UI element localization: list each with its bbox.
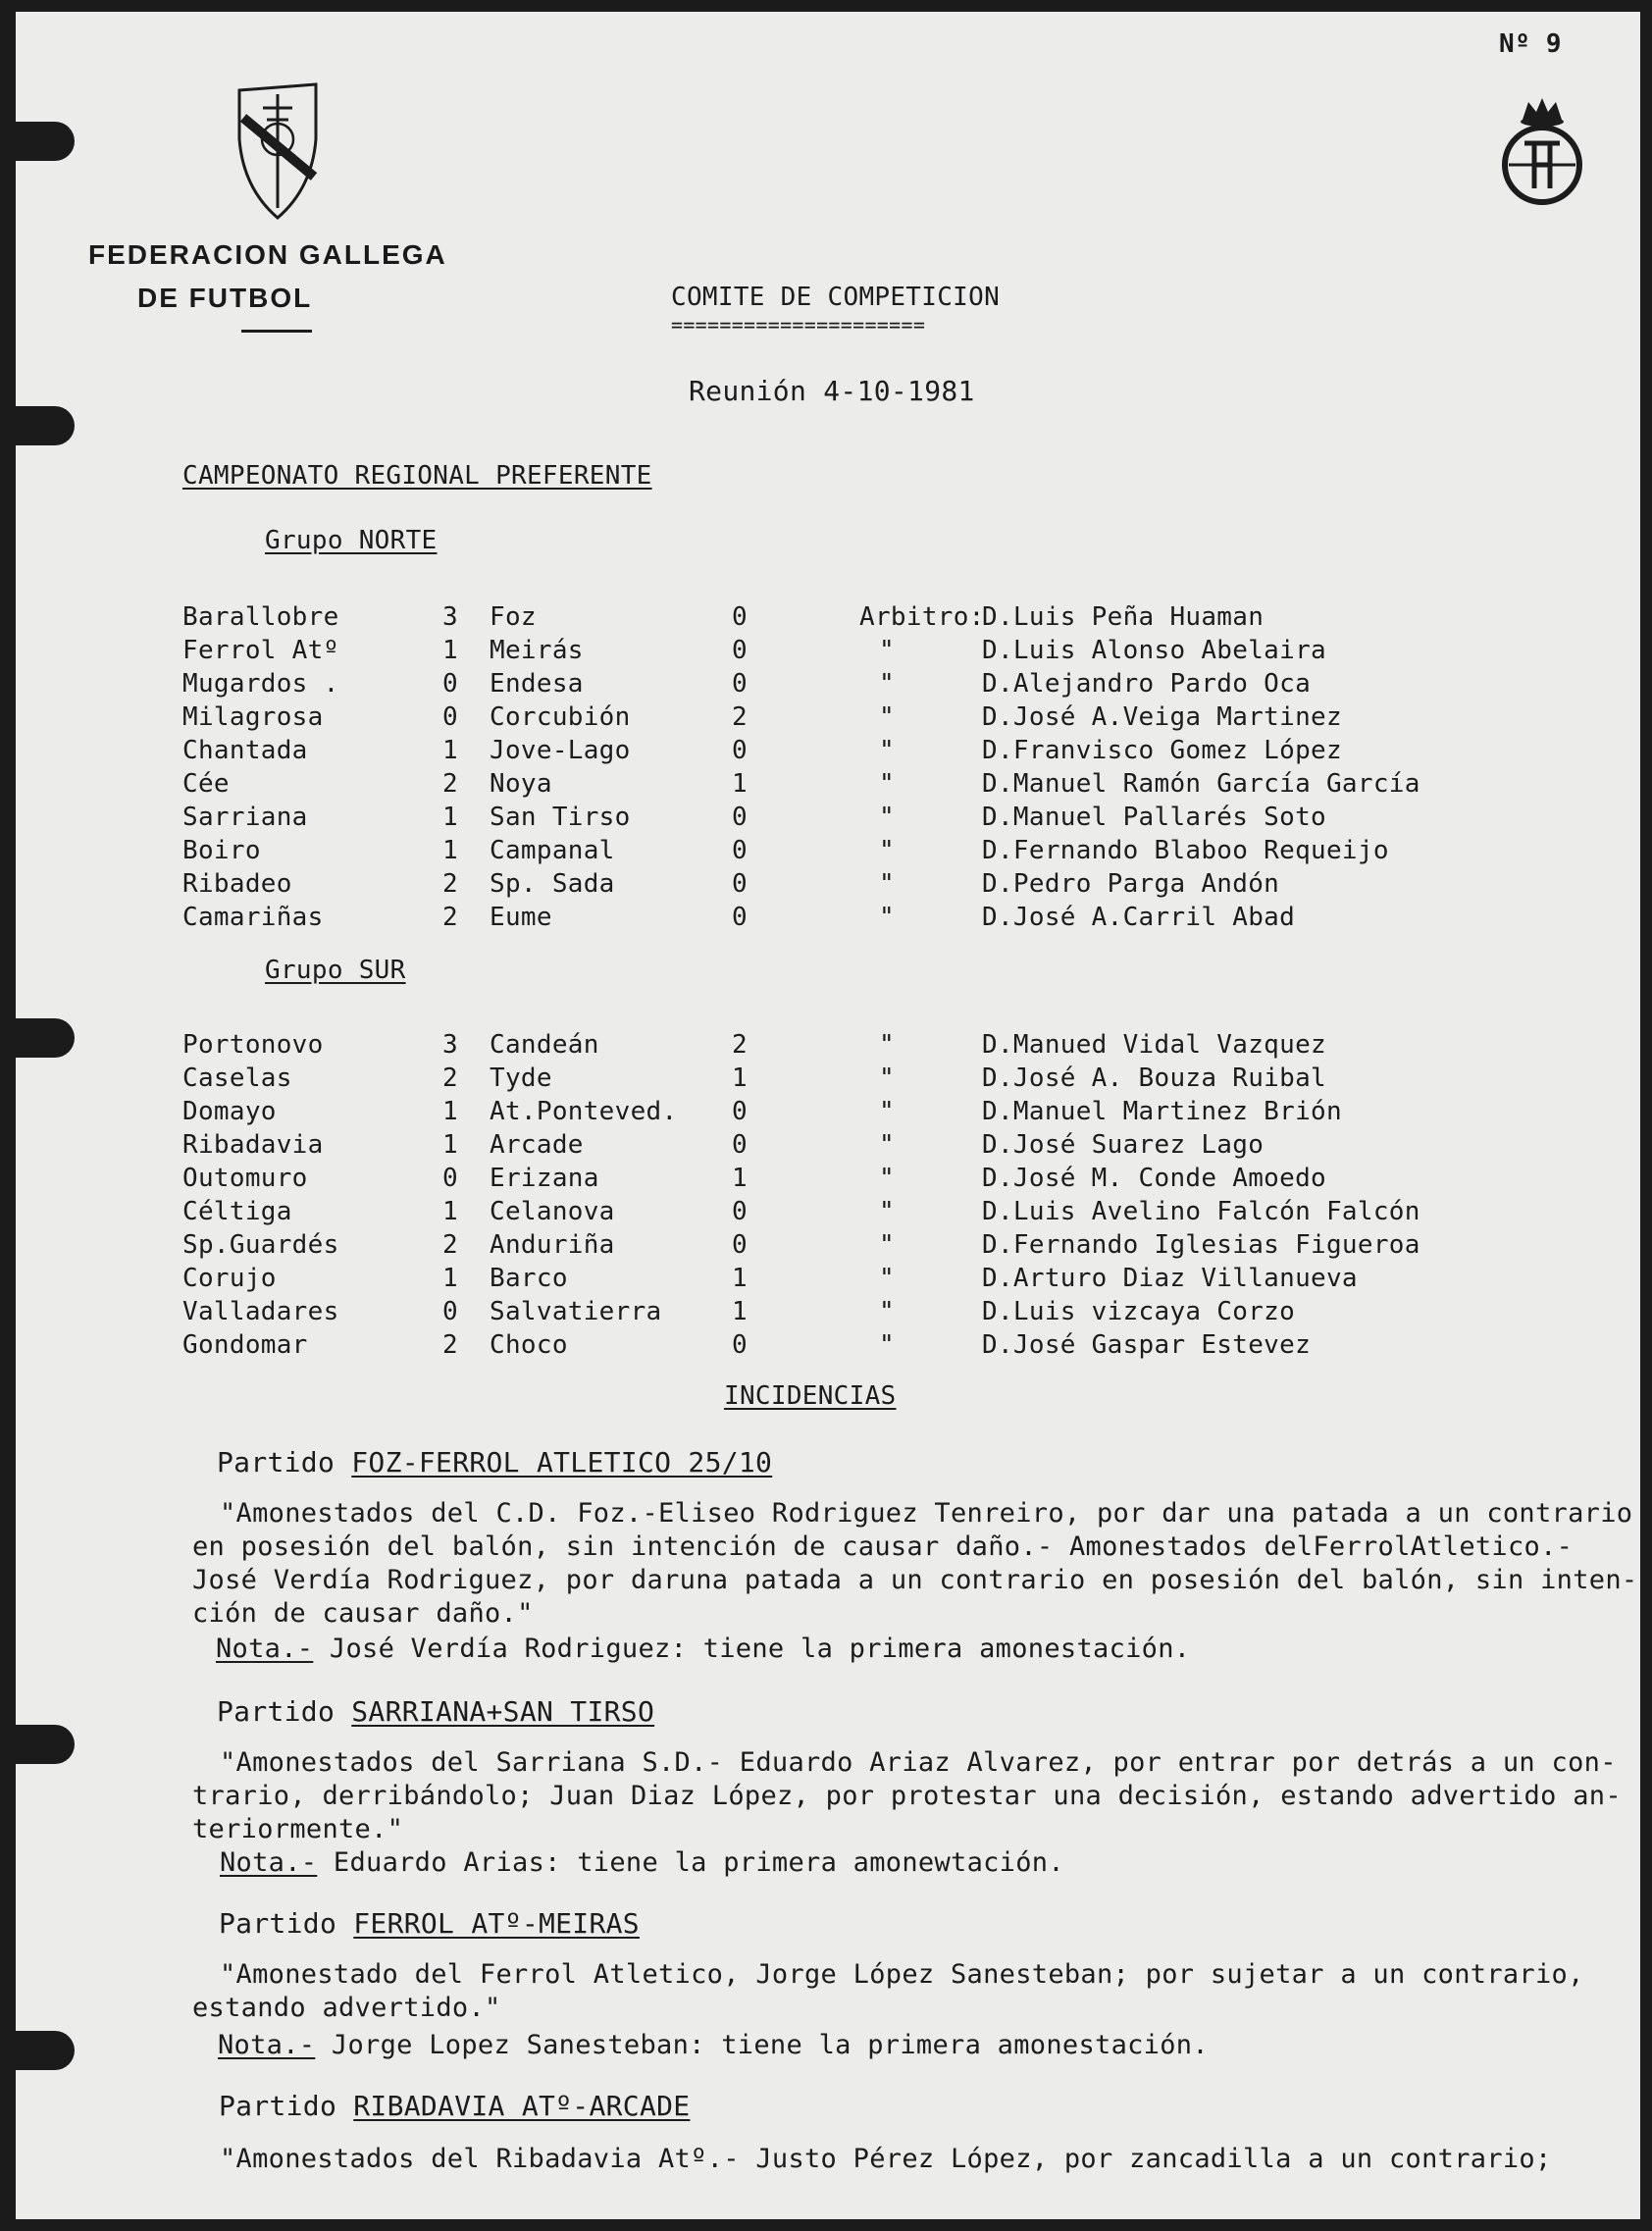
away-team: Meirás	[490, 636, 584, 665]
championship-title: CAMPEONATO REGIONAL PREFERENTE	[182, 461, 652, 491]
federation-name-line2: DE FUTBOL	[137, 283, 313, 313]
away-team: Salvatierra	[490, 1297, 662, 1326]
match-row	[182, 901, 1458, 934]
away-score: 1	[732, 1264, 748, 1293]
away-team: Barco	[490, 1264, 568, 1293]
home-team: Céltiga	[182, 1197, 292, 1226]
referee-label: "	[879, 803, 895, 832]
away-score: 1	[732, 769, 748, 799]
away-score: 0	[732, 1330, 748, 1360]
home-score: 0	[442, 669, 458, 699]
incident-1-line-2: en posesión del balón, sin intención de causar daño.- Amonestados delFerrolAtletico.-	[192, 1531, 1574, 1562]
away-score: 0	[732, 636, 748, 665]
referee-label: "	[879, 1297, 895, 1326]
away-team: Erizana	[490, 1164, 599, 1193]
incident-match-name: RIBADAVIA ATº-ARCADE	[353, 2090, 691, 2122]
match-row	[182, 734, 1458, 767]
match-row	[182, 1262, 1458, 1295]
home-team: Milagrosa	[182, 702, 324, 732]
page-number: Nº 9	[1499, 29, 1562, 59]
away-team: Foz	[490, 602, 537, 632]
home-team: Boiro	[182, 836, 261, 865]
referee-label: "	[879, 1197, 895, 1226]
away-team: Corcubión	[490, 702, 631, 732]
home-team: Chantada	[182, 736, 308, 765]
incident-3-heading	[219, 1907, 640, 1941]
incident-4-heading	[219, 2090, 690, 2123]
incident-1-line-4: ción de causar daño."	[192, 1598, 534, 1629]
incident-2-note	[220, 1846, 1064, 1880]
away-score: 0	[732, 1230, 748, 1260]
incident-3-line-2: estando advertido."	[192, 1993, 501, 2023]
match-row	[182, 1162, 1458, 1195]
binder-hole	[16, 406, 75, 445]
referee-name: D.José Gaspar Estevez	[982, 1330, 1312, 1360]
incident-2-line-1: "Amonestados del Sarriana S.D.- Eduardo Ariaz Alvarez, por entrar por detrás a un con-	[220, 1747, 1617, 1778]
match-row	[182, 1328, 1458, 1362]
binder-hole	[16, 1018, 75, 1058]
group-title-sur: Grupo SUR	[265, 956, 406, 985]
referee-name: D.Arturo Diaz Villanueva	[982, 1264, 1358, 1293]
referee-name: D.José M. Conde Amoedo	[982, 1164, 1326, 1193]
home-score: 2	[442, 903, 458, 932]
referee-label: "	[879, 1230, 895, 1260]
referee-name: D.Luis Avelino Falcón Falcón	[982, 1197, 1420, 1226]
referee-name: D.José A. Bouza Ruibal	[982, 1064, 1326, 1093]
home-score: 0	[442, 1297, 458, 1326]
incident-4-line-1: "Amonestados del Ribadavia Atº.- Justo Pérez López, por zancadilla a un contrario;	[220, 2144, 1552, 2174]
home-score: 2	[442, 769, 458, 799]
referee-name: D.Manuel Martinez Brión	[982, 1097, 1342, 1126]
note-label: Nota.-	[216, 1634, 314, 1664]
away-score: 0	[732, 669, 748, 699]
home-score: 2	[442, 1230, 458, 1260]
incident-match-prefix: Partido	[219, 2090, 354, 2122]
away-score: 0	[732, 869, 748, 899]
away-score: 1	[732, 1297, 748, 1326]
home-score: 1	[442, 803, 458, 832]
referee-label: "	[879, 1097, 895, 1126]
away-score: 0	[732, 1197, 748, 1226]
committee-title-rule: =====================	[671, 313, 926, 337]
incident-match-name: FERROL ATº-MEIRAS	[353, 1907, 640, 1940]
match-row	[182, 1228, 1458, 1262]
match-row	[182, 634, 1458, 667]
away-score: 0	[732, 803, 748, 832]
away-score: 0	[732, 903, 748, 932]
away-score: 0	[732, 1097, 748, 1126]
federation-underline	[241, 330, 312, 333]
away-team: Candeán	[490, 1030, 599, 1060]
incident-2-line-2: trario, derribándolo; Juan Diaz López, por protestar una decisión, estando advertido an-	[192, 1781, 1622, 1811]
incident-2-line-3: teriormente."	[192, 1814, 404, 1844]
referee-label: Arbitro:	[859, 602, 985, 632]
match-row	[182, 867, 1458, 901]
away-team: Sp. Sada	[490, 869, 615, 899]
home-score: 0	[442, 1164, 458, 1193]
meeting-date: Reunión 4-10-1981	[689, 375, 975, 407]
referee-label: "	[879, 836, 895, 865]
away-team: San Tirso	[490, 803, 631, 832]
home-score: 1	[442, 1197, 458, 1226]
home-score: 1	[442, 1130, 458, 1160]
federation-name-line1: FEDERACION GALLEGA	[88, 239, 447, 270]
referee-label: "	[879, 636, 895, 665]
incidents-title: INCIDENCIAS	[724, 1381, 897, 1411]
home-score: 1	[442, 636, 458, 665]
home-team: Corujo	[182, 1264, 277, 1293]
match-row	[182, 1295, 1458, 1328]
incident-match-prefix: Partido	[217, 1446, 352, 1479]
referee-name: D.José A.Carril Abad	[982, 903, 1296, 932]
binder-hole	[16, 2031, 75, 2070]
away-score: 2	[732, 1030, 748, 1060]
incident-match-prefix: Partido	[217, 1695, 352, 1728]
referee-label: "	[879, 1164, 895, 1193]
referee-label: "	[879, 669, 895, 699]
referee-name: D.Manuel Ramón García García	[982, 769, 1420, 799]
away-score: 0	[732, 736, 748, 765]
home-team: Ribadeo	[182, 869, 292, 899]
match-row	[182, 834, 1458, 867]
home-team: Mugardos .	[182, 669, 339, 699]
match-row	[182, 1062, 1458, 1095]
away-team: Eume	[490, 903, 552, 932]
match-row	[182, 700, 1458, 734]
away-team: Choco	[490, 1330, 568, 1360]
home-score: 2	[442, 1064, 458, 1093]
away-team: Tyde	[490, 1064, 552, 1093]
binder-hole	[16, 1725, 75, 1764]
match-row	[182, 1028, 1458, 1062]
incident-match-name: FOZ-FERROL ATLETICO 25/10	[351, 1446, 773, 1479]
away-score: 0	[732, 602, 748, 632]
referee-name: D.Manuel Pallarés Soto	[982, 803, 1326, 832]
binder-hole	[16, 122, 75, 161]
home-score: 3	[442, 602, 458, 632]
home-team: Camariñas	[182, 903, 324, 932]
home-score: 2	[442, 1330, 458, 1360]
referee-label: "	[879, 1030, 895, 1060]
away-team: At.Ponteved.	[490, 1097, 678, 1126]
note-label: Nota.-	[218, 2030, 316, 2060]
referee-label: "	[879, 1130, 895, 1160]
note-text: Jorge Lopez Sanesteban: tiene la primera amonestación.	[331, 2030, 1209, 2060]
home-score: 1	[442, 1097, 458, 1126]
incident-match-name: SARRIANA+SAN TIRSO	[351, 1695, 655, 1728]
home-team: Barallobre	[182, 602, 339, 632]
match-row	[182, 1128, 1458, 1162]
rfef-crest-logo	[1495, 92, 1589, 210]
match-row	[182, 767, 1458, 801]
incident-3-note	[218, 2029, 1209, 2062]
home-team: Domayo	[182, 1097, 277, 1126]
referee-label: "	[879, 769, 895, 799]
note-label: Nota.-	[220, 1847, 318, 1878]
incident-3-line-1: "Amonestado del Ferrol Atletico, Jorge López Sanesteban; por sujetar a un contrario,	[220, 1959, 1584, 1990]
home-team: Sp.Guardés	[182, 1230, 339, 1260]
home-team: Sarriana	[182, 803, 308, 832]
group-title-norte: Grupo NORTE	[265, 526, 438, 555]
referee-label: "	[879, 903, 895, 932]
home-score: 1	[442, 1264, 458, 1293]
referee-label: "	[879, 1264, 895, 1293]
away-team: Anduriña	[490, 1230, 615, 1260]
match-row	[182, 600, 1458, 634]
referee-name: D.Luis vizcaya Corzo	[982, 1297, 1296, 1326]
home-team: Cée	[182, 769, 230, 799]
home-score: 3	[442, 1030, 458, 1060]
referee-name: D.Alejandro Pardo Oca	[982, 669, 1312, 699]
home-team: Caselas	[182, 1064, 292, 1093]
referee-name: D.Franvisco Gomez López	[982, 736, 1342, 765]
note-text: Eduardo Arias: tiene la primera amonewtación.	[333, 1847, 1064, 1878]
referee-name: D.Luis Alonso Abelaira	[982, 636, 1326, 665]
match-row	[182, 1095, 1458, 1128]
home-team: Gondomar	[182, 1330, 308, 1360]
referee-name: D.José Suarez Lago	[982, 1130, 1265, 1160]
referee-label: "	[879, 736, 895, 765]
committee-title: COMITE DE COMPETICION	[671, 283, 1001, 312]
referee-name: D.Pedro Parga Andón	[982, 869, 1280, 899]
away-team: Jove-Lago	[490, 736, 631, 765]
match-row	[182, 667, 1458, 700]
document-page	[16, 12, 1640, 2219]
home-team: Ribadavia	[182, 1130, 324, 1160]
home-score: 0	[442, 702, 458, 732]
referee-label: "	[879, 1330, 895, 1360]
away-score: 1	[732, 1064, 748, 1093]
away-team: Arcade	[490, 1130, 584, 1160]
incident-1-heading	[217, 1446, 772, 1479]
referee-label: "	[879, 702, 895, 732]
incident-match-prefix: Partido	[219, 1907, 354, 1940]
referee-name: D.Fernando Blaboo Requeijo	[982, 836, 1389, 865]
home-score: 2	[442, 869, 458, 899]
away-score: 1	[732, 1164, 748, 1193]
away-team: Endesa	[490, 669, 584, 699]
referee-name: D.Fernando Iglesias Figueroa	[982, 1230, 1420, 1260]
incident-1-line-3: José Verdía Rodriguez, por daruna patada a un contrario en posesión del balón, sin inten-	[192, 1565, 1638, 1595]
referee-name: D.Manued Vidal Vazquez	[982, 1030, 1326, 1060]
home-team: Outomuro	[182, 1164, 308, 1193]
away-score: 0	[732, 836, 748, 865]
home-team: Portonovo	[182, 1030, 324, 1060]
incident-2-heading	[217, 1695, 654, 1729]
referee-name: D.José A.Veiga Martinez	[982, 702, 1342, 732]
home-score: 1	[442, 736, 458, 765]
away-team: Campanal	[490, 836, 615, 865]
note-text: José Verdía Rodriguez: tiene la primera amonestación.	[329, 1634, 1191, 1664]
away-team: Celanova	[490, 1197, 615, 1226]
incident-1-line-1: "Amonestados del C.D. Foz.-Eliseo Rodriguez Tenreiro, por dar una patada a un contrario	[220, 1498, 1633, 1529]
away-score: 2	[732, 702, 748, 732]
match-row	[182, 1195, 1458, 1228]
away-team: Noya	[490, 769, 552, 799]
federation-shield-logo	[233, 80, 322, 228]
home-team: Ferrol Atº	[182, 636, 339, 665]
home-score: 1	[442, 836, 458, 865]
referee-name: D.Luis Peña Huaman	[982, 602, 1265, 632]
referee-label: "	[879, 1064, 895, 1093]
away-score: 0	[732, 1130, 748, 1160]
match-row	[182, 801, 1458, 834]
home-team: Valladares	[182, 1297, 339, 1326]
referee-label: "	[879, 869, 895, 899]
incident-1-note	[216, 1633, 1190, 1666]
